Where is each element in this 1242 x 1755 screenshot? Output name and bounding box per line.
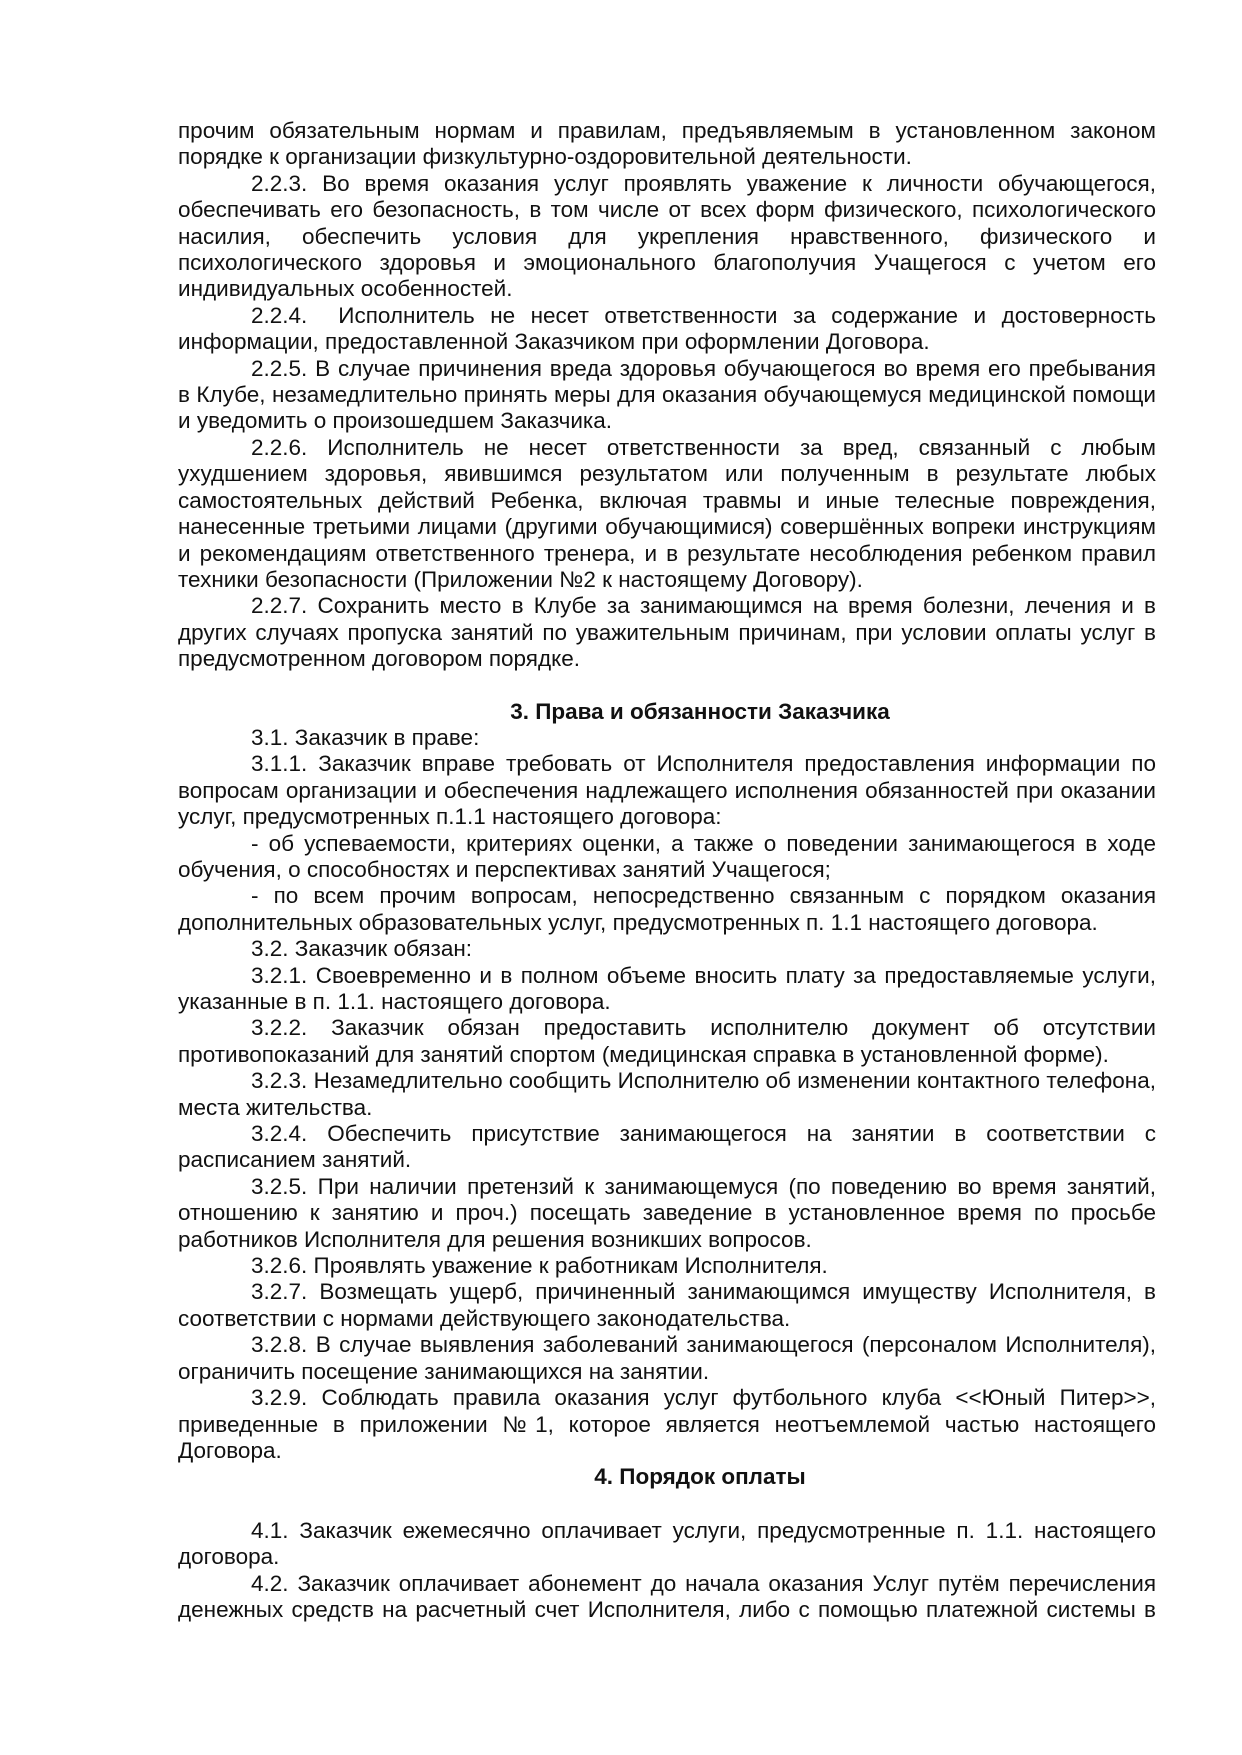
clause-3-2-7: 3.2.7. Возмещать ущерб, причиненный занимающимся имуществу Исполнителя, в соответствии с нормами действующего законодательства. (178, 1279, 1156, 1331)
clause-3-2-9: 3.2.9. Соблюдать правила оказания услуг футбольного клуба <<Юный Питер>>, приведенные в приложении №1, которое является неотъемлемой частью настоящего Договора. (178, 1385, 1156, 1463)
clause-3-2-6: 3.2.6. Проявлять уважение к работникам Исполнителя. (251, 1253, 828, 1279)
clause-3-1-1: 3.1.1. Заказчик вправе требовать от Исполнителя предоставления информации по вопросам организации и обеспечения надлежащего исполнения обязанностей при оказании услуг, предусмотренных п.1.1 настоящего договора: (178, 751, 1156, 830)
clause-3-1-1-item-b: - по всем прочим вопросам, непосредственно связанным с порядком оказания дополнительных образовательных услуг, предусмотренных п. 1.1 настоящего договора. (178, 883, 1156, 935)
clause-3-2-3: 3.2.3. Незамедлительно сообщить Исполнителю об изменении контактного телефона, места жительства. (178, 1068, 1156, 1120)
paragraph-continuation: прочим обязательным нормам и правилам, предъявляемым в установленном законом порядке к организации физкультурно-оздоровительной деятельности. (178, 118, 1156, 170)
spacer (178, 1491, 1156, 1518)
clause-2-2-3: 2.2.3. Во время оказания услуг проявлять уважение к личности обучающегося, обеспечивать его безопасность, в том числе от всех форм физического, психологического насилия, обеспечить условия для укрепления нравственного, физического и психологического здоровья и эмоционального благополучия Учащегося с учетом его индивидуальных особенностей. (178, 170, 1156, 302)
clause-3-2-8: 3.2.8. В случае выявления заболеваний занимающегося (персоналом Исполнителя), ограничить посещение занимающихся на занятии. (178, 1332, 1156, 1384)
section-3-heading: 3. Права и обязанности Заказчика (510, 698, 890, 724)
clause-3-2-4: 3.2.4. Обеспечить присутствие занимающегося на занятии в соответствии с расписанием занятий. (178, 1121, 1156, 1173)
section-4-heading: 4. Порядок оплаты (594, 1464, 806, 1490)
clause-3-2-5: 3.2.5. При наличии претензий к занимающемуся (по поведению во время занятий, отношению к занятию и проч.) посещать заведение в установленное время по просьбе работников Исполнителя для решения возникших вопросов. (178, 1173, 1156, 1252)
clause-3-2-1: 3.2.1. Своевременно и в полном объеме вносить плату за предоставляемые услуги, указанные в п. 1.1. настоящего договора. (178, 962, 1156, 1014)
clause-2-2-4: 2.2.4. Исполнитель не несет ответственности за содержание и достоверность информации, предоставленной Заказчиком при оформлении Договора. (178, 302, 1163, 355)
clause-4-2: 4.2. Заказчик оплачивает абонемент до начала оказания Услуг путём перечисления денежных средств на расчетный счет Исполнителя, либо с помощью платежной системы в (178, 1570, 1156, 1622)
clause-3-2-2: 3.2.2. Заказчик обязан предоставить исполнителю документ об отсутствии противопоказаний для занятий спортом (медицинская справка в установленной форме). (178, 1015, 1156, 1067)
clause-3-1: 3.1. Заказчик в праве: (251, 724, 480, 750)
document-page (178, 118, 1163, 1623)
clause-2-2-7: 2.2.7. Сохранить место в Клубе за занимающимся на время болезни, лечения и в других случаях пропуска занятий по уважительным причинам, при условии оплаты услуг в предусмотренном договором порядке. (178, 593, 1156, 672)
clause-3-1-1-item-a: - об успеваемости, критериях оценки, а также о поведении занимающегося в ходе обучения, о способностях и перспективах занятий Учащегося; (178, 830, 1156, 882)
clause-2-2-5: 2.2.5. В случае причинения вреда здоровья обучающегося во время его пребывания в Клубе, незамедлительно принять меры для оказания обучающемуся медицинской помощи и уведомить о произошедшем Заказчика. (178, 355, 1156, 434)
clause-4-1: 4.1. Заказчик ежемесячно оплачивает услуги, предусмотренные п. 1.1. настоящего договора. (178, 1517, 1156, 1570)
clause-2-2-6: 2.2.6. Исполнитель не несет ответственности за вред, связанный с любым ухудшением здоровья, явившимся результатом или полученным в результате любых самостоятельных действий Ребенка, включая травмы и иные телесные повреждения, нанесенные третьими лицами (другими обучающимися) совершённых вопреки инструкциям и рекомендациям ответственного тренера, и в результате несоблюдения ребенком правил техники безопасности (Приложении №2 к настоящему Договору). (178, 434, 1156, 592)
clause-3-2: 3.2. Заказчик обязан: (251, 936, 473, 962)
spacer (178, 673, 1156, 699)
